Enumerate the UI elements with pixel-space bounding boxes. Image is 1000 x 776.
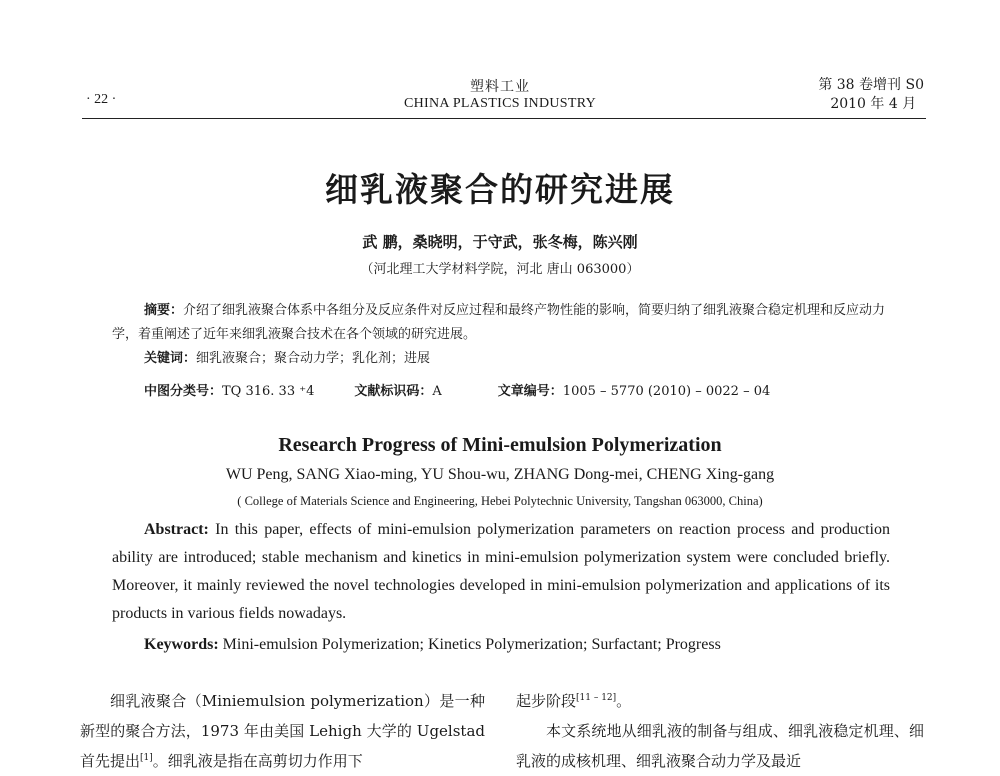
body-left-text: 细乳液聚合（Miniemulsion polymerization）是一种新型的聚合方法，1973 年由美国 Lehigh 大学的 Ugelstad 首先提出 [80,692,485,770]
authors-cn: 武 鹏，桑晓明，于守武，张冬梅，陈兴刚 [362,233,638,251]
body-right-para-2: 本文系统地从细乳液的制备与组成、细乳液稳定机理、细乳液的成核机理、细乳液聚合动力学及最近 [516,722,924,770]
article-no-label: 文章编号： [497,384,563,399]
affiliation-cn: （河北理工大学材料学院，河北 唐山 063000） [360,262,640,277]
body-right-para-1 [516,686,924,716]
article-no-value: 1005 – 5770 (2010) – 0022 – 04 [562,384,771,399]
page-number: · 22 · [86,92,117,107]
body-left-text-2: 。细乳液是指在高剪切力作用下 [152,752,363,770]
classification-line [144,380,904,399]
keywords-cn-text: 细乳液聚合；聚合动力学；乳化剂；进展 [196,351,431,366]
journal-header [330,76,670,112]
title-en: Research Progress of Mini-emulsion Polymerization [278,434,722,456]
volume-info: 第 38 卷增刊 S0 [818,77,924,93]
doc-code-label: 文献标识码： [354,384,433,399]
issue-info [818,76,924,114]
abstract-en-text: In this paper, effects of mini-emulsion polymerization parameters on reaction process and production ability are introduced; stable mechanism and kinetics in mini-emulsion polymerization system were concluded briefly. Moreover, it mainly reviewed the novel technologies developed in mini-emulsion polymerization and applications of its products in various fields nowadays. [112,521,890,622]
abstract-cn-text: 介绍了细乳液聚合体系中各组分及反应条件对反应过程和最终产物性能的影响，简要归纳了细乳液聚合稳定机理和反应动力学，着重阐述了近年来细乳液聚合技术在各个领域的研究进展。 [112,303,886,342]
body-column-right [516,686,924,770]
abstract-cn [112,299,890,347]
authors-en: WU Peng, SANG Xiao-ming, YU Shou-wu, ZHANG Dong-mei, CHENG Xing-gang [225,466,775,483]
body-right-text-1: 起步阶段 [516,692,577,710]
title-cn: 细乳液聚合的研究进展 [325,170,675,209]
keywords-en-text: Mini-emulsion Polymerization; Kinetics Polymerization; Surfactant; Progress [222,636,721,653]
clc-value: TQ 316. 33 ⁺4 [222,384,315,399]
issue-date: 2010 年 4 月 [830,96,917,112]
body-column-left [80,686,485,770]
journal-name-en: CHINA PLASTICS INDUSTRY [403,96,597,111]
doc-code-value: A [432,384,442,399]
journal-name-cn: 塑料工业 [470,79,530,95]
abstract-en [112,516,890,628]
keywords-cn [144,347,430,366]
citation-11-12: [11 – 12] [576,693,617,703]
body-right-text-1-end: 。 [616,692,632,710]
keywords-en [144,636,721,654]
affiliation-en: ( College of Materials Science and Engineering, Hebei Polytechnic University, Tangshan 063000, China) [237,494,763,508]
clc-label: 中图分类号： [144,384,223,399]
abstract-cn-label: 摘要： [144,303,184,318]
keywords-en-label: Keywords: [144,636,219,653]
citation-1: [1] [140,753,153,763]
header-rule [82,118,926,119]
keywords-cn-label: 关键词： [144,351,197,366]
abstract-en-label: Abstract: [144,521,209,538]
